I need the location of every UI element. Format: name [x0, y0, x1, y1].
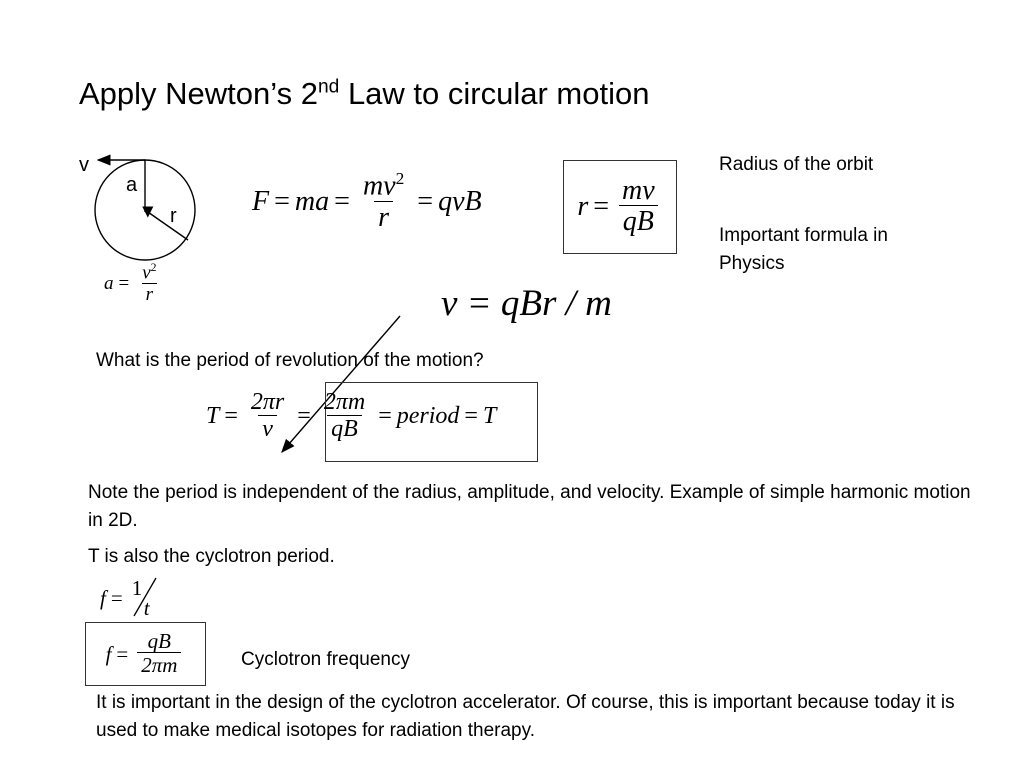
radius-numerator: mv — [622, 174, 655, 206]
cyclotron-frequency-label: Cyclotron frequency — [241, 649, 410, 670]
period-question: What is the period of revolution of the motion? — [96, 350, 484, 371]
important-formula-note: Important formula in Physics — [719, 225, 888, 274]
freq-cyclotron-fraction — [137, 630, 181, 677]
period-T: T — [206, 403, 220, 430]
radius-denominator: qB — [619, 205, 658, 238]
period-fraction-2 — [320, 390, 369, 444]
frequency-simple-formula — [100, 576, 162, 620]
period-numerator-1: 2πr — [250, 389, 285, 415]
period-eq-4: = — [464, 403, 478, 430]
period-formula — [206, 390, 496, 444]
force-eq-1: = — [274, 185, 290, 217]
force-denominator: r — [374, 201, 393, 234]
accel-denominator: r — [142, 283, 157, 306]
radius-formula-box — [563, 160, 677, 254]
accel-equals: = — [118, 273, 130, 295]
radius-label: r — [170, 205, 177, 227]
freq-simple-denominator: t — [143, 596, 150, 620]
closing-paragraph: It is important in the design of the cyclotron accelerator. Of course, this is important because today it is used to make medical isotopes for radiation therapy. — [96, 692, 955, 741]
period-fraction-1 — [247, 390, 288, 444]
freq-simple-slash-fraction — [128, 576, 162, 620]
circular-motion-diagram — [70, 150, 210, 270]
cyclotron-frequency-box — [85, 622, 206, 686]
velocity-label: v — [79, 154, 89, 176]
freq-simple-equals: = — [110, 585, 123, 610]
force-fraction — [359, 170, 408, 234]
radius-equals: = — [593, 191, 610, 222]
acceleration-label: a — [126, 174, 138, 196]
period-denominator-2: qB — [327, 415, 362, 444]
radius-lhs: r — [577, 191, 589, 222]
freq-simple-f: f — [100, 585, 106, 610]
force-formula — [252, 170, 482, 234]
force-ma: ma — [294, 185, 330, 217]
period-numerator-2: 2πm — [323, 389, 366, 415]
accel-numerator: v — [142, 262, 151, 284]
period-denominator-1: v — [258, 415, 277, 444]
cyclotron-period-note: T is also the cyclotron period. — [88, 546, 335, 567]
period-eq-3: = — [378, 403, 392, 430]
force-qvB: qvB — [438, 185, 482, 217]
period-eq-2: = — [297, 403, 311, 430]
force-eq-3: = — [417, 185, 434, 217]
title-superscript: nd — [317, 76, 340, 98]
velocity-formula: v = qBr / m — [441, 283, 612, 324]
accel-lhs: a — [104, 273, 114, 295]
period-independence-note: Note the period is independent of the radius, amplitude, and velocity. Example of simple harmonic motion in 2D. — [88, 482, 971, 531]
accel-fraction — [138, 262, 160, 306]
period-T-rhs: T — [482, 403, 497, 430]
period-eq-1: = — [224, 403, 238, 430]
freq-simple-numerator: 1 — [131, 576, 143, 600]
force-numerator: mv — [362, 170, 396, 202]
freq-cyclotron-numerator: qB — [147, 629, 171, 654]
slide-title — [79, 76, 649, 112]
radius-fraction — [618, 176, 659, 239]
freq-cyclotron-f: f — [105, 641, 112, 666]
radius-line — [145, 210, 188, 240]
title-rest: Law to circular motion — [339, 76, 650, 111]
title-main: Apply Newton’s 2 — [79, 76, 318, 111]
force-exponent: 2 — [395, 169, 405, 188]
freq-cyclotron-equals: = — [116, 641, 129, 666]
acceleration-formula — [104, 262, 165, 306]
period-word: period — [396, 403, 460, 430]
freq-cyclotron-denominator: 2πm — [137, 652, 181, 677]
accel-exponent: 2 — [150, 261, 157, 274]
force-eq-2: = — [334, 185, 350, 217]
force-F: F — [252, 185, 270, 217]
radius-of-orbit-note: Radius of the orbit — [719, 154, 874, 175]
